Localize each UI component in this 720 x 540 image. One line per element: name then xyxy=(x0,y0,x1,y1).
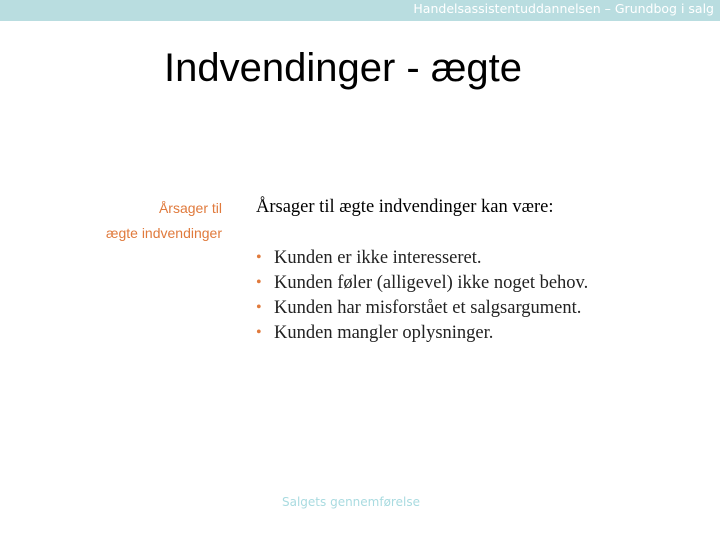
bullet-icon: • xyxy=(256,274,262,291)
list-item xyxy=(256,272,588,297)
footer-text: Salgets gennemførelse xyxy=(282,495,420,509)
top-banner xyxy=(0,0,720,21)
bullet-list xyxy=(256,247,588,347)
bullet-text: Kunden er ikke interesseret. xyxy=(274,248,482,268)
bullet-icon: • xyxy=(256,249,262,266)
intro-text: Årsager til ægte indvendinger kan være: xyxy=(256,197,554,217)
bullet-icon: • xyxy=(256,324,262,341)
slide-title: Indvendinger - ægte xyxy=(164,46,523,90)
bullet-text: Kunden mangler oplysninger. xyxy=(274,323,494,343)
list-item xyxy=(256,247,588,272)
margin-label-line-2: ægte indvendinger xyxy=(106,225,222,241)
list-item xyxy=(256,322,588,347)
list-item xyxy=(256,297,588,322)
bullet-text: Kunden har misforstået et salgsargument. xyxy=(274,298,582,318)
bullet-icon: • xyxy=(256,299,262,316)
margin-label-line-1: Årsager til xyxy=(158,200,222,216)
banner-text: Handelsassistentuddannelsen – Grundbog i salg xyxy=(413,1,714,16)
bullet-text: Kunden føler (alligevel) ikke noget behov. xyxy=(274,273,589,293)
